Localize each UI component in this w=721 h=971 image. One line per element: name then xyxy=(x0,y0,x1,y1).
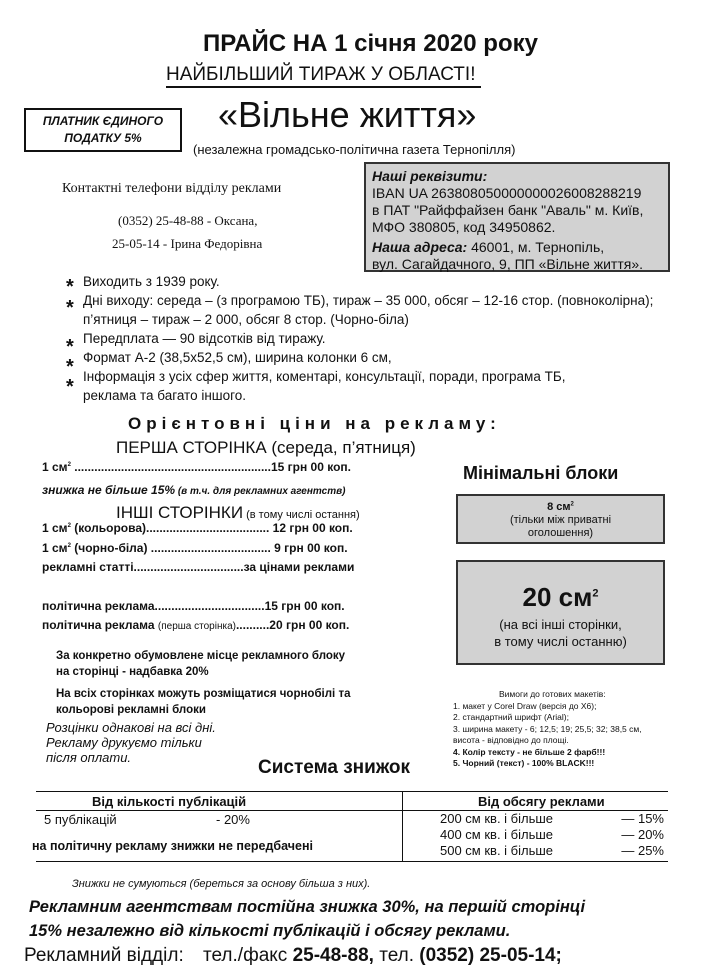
retail-line1: Розцінки однакові на всі дні. xyxy=(46,720,216,735)
requirement-item: 2. стандартний шрифт (Arial); xyxy=(453,712,569,722)
surcharge-note xyxy=(56,648,345,680)
table-row xyxy=(440,811,664,827)
newspaper-description: (незалежна громадсько-політична газета Тернопілля) xyxy=(193,142,516,157)
pubs-label: 5 публікацій xyxy=(44,812,117,827)
requirement-item: 1. макет у Corel Draw (версія до Х6); xyxy=(453,700,597,711)
agency-discount xyxy=(29,895,585,943)
requirement-item: 3. ширина макету - 6; 12,5; 19; 25,5; 32; 38,5 см, xyxy=(453,723,642,734)
block-8cm-note2: оголошення) xyxy=(527,527,594,539)
asterisk-icon: * xyxy=(66,276,74,298)
volume-value: — 15% xyxy=(621,811,664,826)
list-item: п’ятниця – тираж – 2 000, обсяг 8 стор. (Чорно-біла) xyxy=(83,312,409,327)
blocks-note-line2: кольорові рекламні блоки xyxy=(56,704,206,716)
retail-line3: після оплати. xyxy=(46,750,132,765)
volume-value: — 25% xyxy=(621,843,664,858)
block-8cm xyxy=(456,494,665,544)
color-price: 1 $см^2$ (кольорова)..................................... 12 грн 00 коп. xyxy=(42,521,353,535)
retail-note xyxy=(46,720,216,765)
address-label: Наша адреса: xyxy=(372,239,468,255)
contacts-line1: (0352) 25-48-88 - Оксана, xyxy=(118,213,258,228)
requisites-box xyxy=(364,162,670,272)
footer-label: Рекламний відділ: xyxy=(24,945,184,966)
asterisk-icon: * xyxy=(66,336,74,358)
volume-list xyxy=(440,811,664,859)
discount-line xyxy=(42,483,346,497)
list-item: Формат А-2 (38,5х52,5 см), ширина колонки 6 см, xyxy=(83,350,392,365)
contacts-heading: Контактні телефони відділу реклами xyxy=(62,181,282,196)
requisites-bank: в ПАТ "Райффайзен банк "Аваль" м. Київ, xyxy=(372,202,644,218)
list-item: реклама та багато іншого. xyxy=(83,388,247,403)
first-page-price: 1 $см^2$ ...........................................................15 грн 00 коп. xyxy=(42,460,351,474)
block-8cm-size: 8 $см^2$ xyxy=(547,501,574,513)
requisites-title: Наші реквізити: xyxy=(372,168,488,184)
col-header-volume: Від обсягу реклами xyxy=(478,794,605,809)
requisites-iban: IBAN UA 263808050000000026008288219 xyxy=(372,185,642,201)
footer-phone-label: тел./факс xyxy=(203,945,293,966)
list-item: Передплата — 90 відсотків від тиражу. xyxy=(83,331,326,346)
list-item: Дні виходу: середа – (з програмою ТБ), тираж – 35 000, обсяг – 12-16 стор. (повноколірна); xyxy=(83,293,654,308)
block-20cm-note2: в тому числі останню) xyxy=(494,634,627,649)
table-row xyxy=(440,827,664,843)
asterisk-icon: * xyxy=(66,297,74,319)
political-first-c: ..........20 грн 00 коп. xyxy=(235,618,350,632)
tax-badge-line2: ПОДАТКУ 5% xyxy=(64,131,142,145)
agency-line1: Рекламним агентствам постійна знижка 30%, на першій сторінці xyxy=(29,898,586,916)
address-value: 46001, м. Тернопіль, xyxy=(467,239,605,255)
block-20cm-size: 20 $см^2$ xyxy=(522,582,599,612)
discount-note: (в т.ч. для рекламних агентств) xyxy=(175,486,346,497)
tax-badge xyxy=(24,108,182,152)
table-row xyxy=(440,843,664,859)
agency-line2: 15% незалежно від кількості публікацій і обсягу реклами. xyxy=(29,922,511,940)
bw-price: 1 $см^2$ (чорно-біла) .................................... 9 грн 00 коп. xyxy=(42,541,348,555)
block-8cm-note1: (тільки між приватні xyxy=(509,514,612,526)
political-price: політична реклама.................................15 грн 00 коп. xyxy=(42,599,345,613)
footer-phone-label2: тел. xyxy=(373,945,420,966)
footer-fax: 25-48-88, xyxy=(292,945,374,966)
discounts-table xyxy=(32,791,668,861)
discounts-heading: Система знижок xyxy=(258,757,410,778)
asterisk-icon: * xyxy=(66,356,74,378)
footer-contacts xyxy=(24,945,562,967)
political-no-discount: на політичну рекламу знижки не передбачені xyxy=(32,839,314,853)
footer-phone: (0352) 25-05-14; xyxy=(419,945,562,966)
discount-text: знижка не більше 15% xyxy=(42,483,176,497)
asterisk-icon: * xyxy=(66,376,74,398)
other-pages-heading xyxy=(116,503,360,523)
subtitle: НАЙБІЛЬШИЙ ТИРАЖ У ОБЛАСТІ! xyxy=(166,64,481,88)
volume-label: 400 см кв. і більше xyxy=(440,827,554,842)
requirement-item: 5. Чорний (текст) - 100% BLACK!!! xyxy=(453,758,595,768)
political-first-price xyxy=(42,618,349,632)
surcharge-line2: на сторінці - надбавка 20% xyxy=(56,666,209,678)
list-item: Виходить з 1939 року. xyxy=(83,274,220,289)
retail-line2: Рекламу друкуємо тільки xyxy=(46,735,202,750)
block-20cm-note1: (на всі інші сторінки, xyxy=(499,617,622,632)
block-20cm xyxy=(456,560,665,665)
pubs-value: - 20% xyxy=(216,812,250,827)
min-blocks-heading: Мінімальні блоки xyxy=(463,463,619,483)
other-pages-note: (в тому числі остання) xyxy=(243,509,360,521)
volume-label: 200 см кв. і більше xyxy=(440,811,554,826)
requirements xyxy=(453,689,642,770)
requirement-item: висота - відповідно до площі. xyxy=(453,735,569,745)
address-street: вул. Сагайдачного, 9, ПП «Вільне життя». xyxy=(372,256,644,272)
bullet-list xyxy=(83,272,703,405)
requirements-title: Вимоги до готових макетів: xyxy=(499,689,606,699)
contacts-line2: 25-05-14 - Ірина Федорівна xyxy=(112,236,263,251)
blocks-note xyxy=(56,686,350,718)
political-first-b: (перша сторінка) xyxy=(157,621,236,632)
list-item: Інформація з усіх сфер життя, коментарі, консультації, поради, програма ТБ, xyxy=(83,369,566,384)
requisites-mfo: МФО 380805, код 34950862. xyxy=(372,219,556,235)
col-header-publications: Від кількості публікацій xyxy=(92,794,247,809)
surcharge-line1: За конкретно обумовлене місце рекламного блоку xyxy=(56,650,346,662)
requirement-item: 4. Колір тексту - не більше 2 фарб!!! xyxy=(453,746,606,757)
tax-badge-line1: ПЛАТНИК ЄДИНОГО xyxy=(42,114,164,128)
volume-label: 500 см кв. і більше xyxy=(440,843,554,858)
address-line xyxy=(372,239,662,256)
articles-price: рекламні статті.................................за цінами реклами xyxy=(42,560,355,574)
volume-value: — 20% xyxy=(621,827,664,842)
prices-heading: Орієнтовні ціни на рекламу: xyxy=(128,414,501,433)
other-pages-title: ІНШІ СТОРІНКИ xyxy=(116,503,244,522)
first-page-heading: ПЕРША СТОРІНКА (середа, п’ятниця) xyxy=(116,438,416,457)
blocks-note-line1: На всіх сторінках можуть розміщатися чорнобілі та xyxy=(56,688,351,700)
political-first-a: політична реклама xyxy=(42,618,158,632)
page-title: ПРАЙС НА 1 січня 2020 року xyxy=(203,30,538,57)
newspaper-name: «Вільне життя» xyxy=(218,94,477,135)
discounts-not-summed: Знижки не сумуються (береться за основу більша з них). xyxy=(72,878,371,890)
